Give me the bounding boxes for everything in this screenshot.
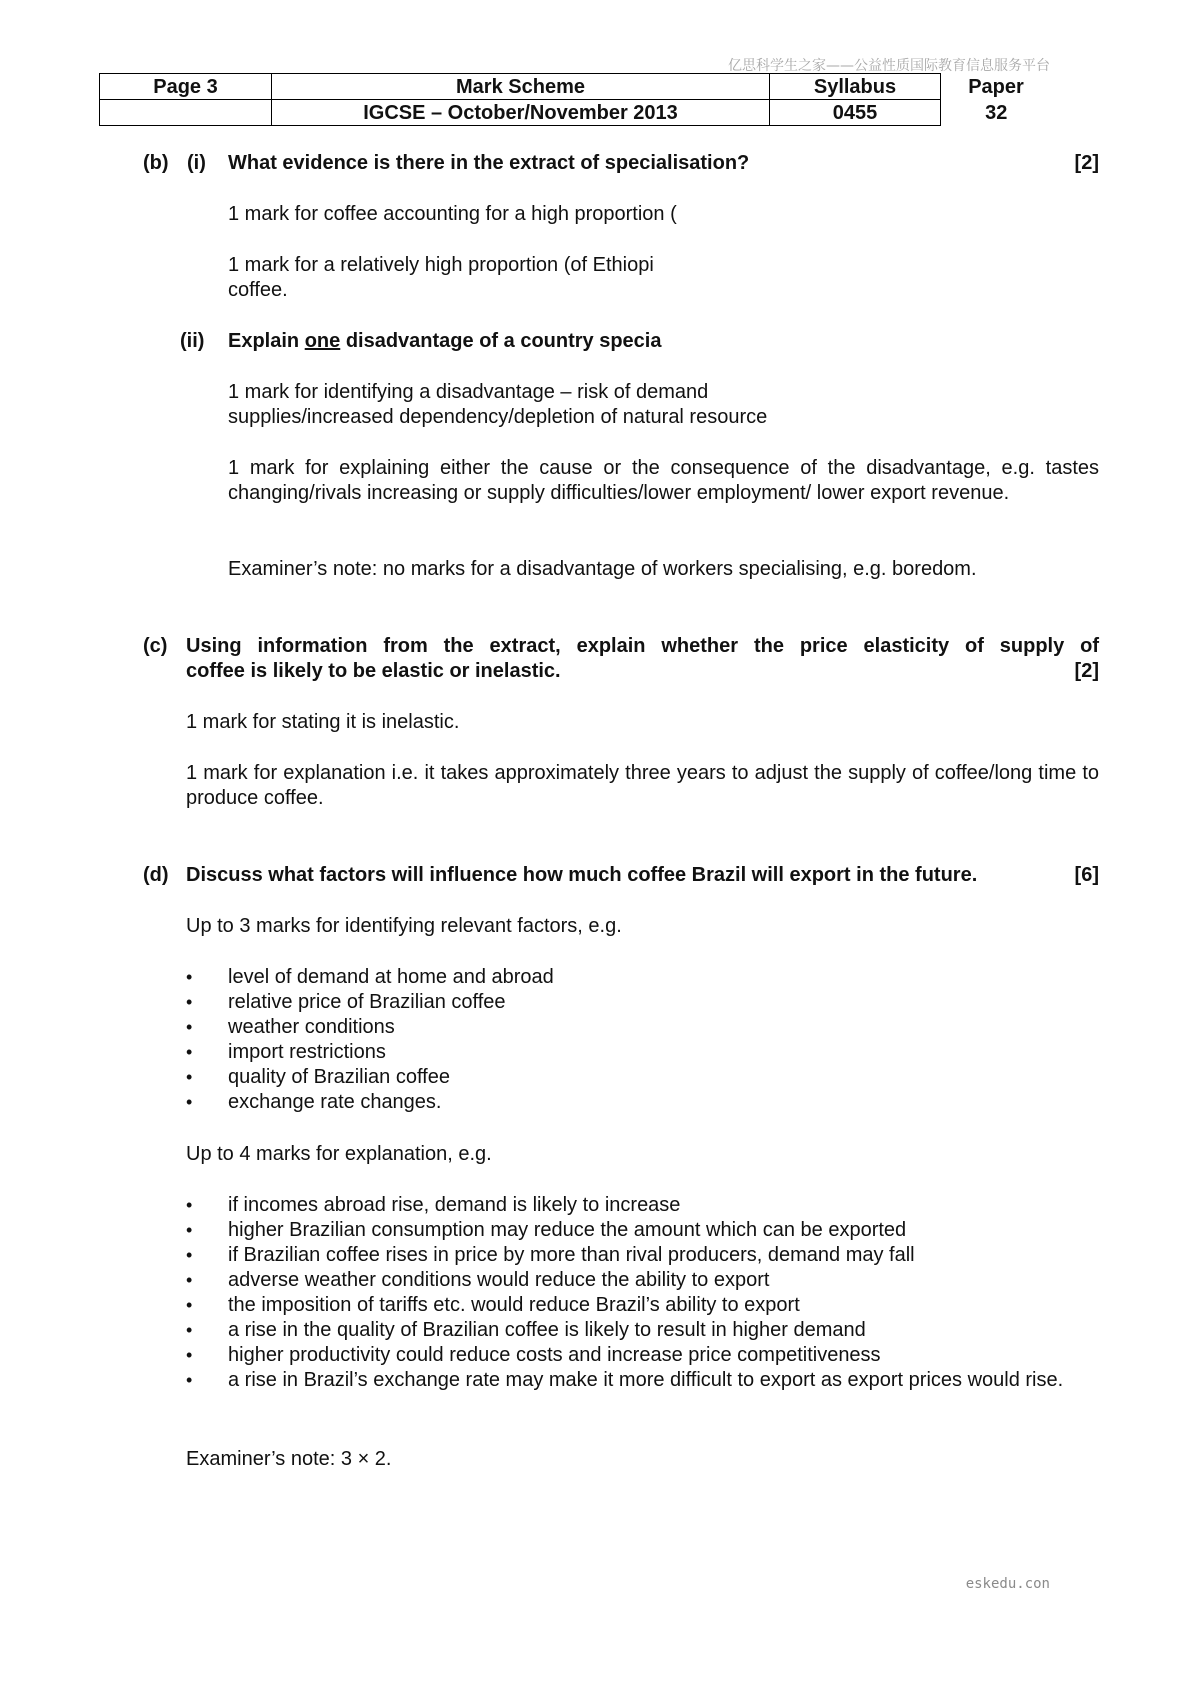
header-syllabus: Syllabus [770, 74, 941, 100]
part-ii-label: (ii) [180, 330, 205, 352]
list-item: • quality of Brazilian coffee [186, 1065, 1099, 1090]
header-empty-cell [100, 100, 272, 126]
part-ii-question-underlined: one [304, 330, 341, 352]
list-item: • level of demand at home and abroad [186, 965, 1099, 990]
section-c-mark-2: 1 mark for explanation i.e. it takes approximately three years to adjust the supply of coffee/long time to produce coffee. [186, 762, 1099, 809]
part-i-label: (i) [187, 152, 206, 174]
section-d-intro-explanations: Up to 4 marks for explanation, e.g. [186, 1143, 492, 1165]
section-c-question-line1: Using information from the extract, explain whether the price elasticity of supply of [186, 635, 1099, 657]
list-item: • import restrictions [186, 1040, 1099, 1065]
list-item: • if Brazilian coffee rises in price by more than rival producers, demand may fall [186, 1243, 1099, 1268]
factors-list [186, 965, 1099, 1115]
section-d-label: (d) [143, 864, 169, 886]
part-ii-examiner-note: Examiner’s note: no marks for a disadvantage of workers specialising, e.g. boredom. [228, 558, 977, 580]
part-ii-mark-1-line1: 1 mark for identifying a disadvantage – risk of demand [228, 381, 709, 403]
section-c-label: (c) [143, 635, 168, 657]
section-d-examiner-note: Examiner’s note: 3 × 2. [186, 1448, 392, 1470]
section-d-marks: [6] [1074, 864, 1099, 886]
section-c-question-line2: coffee is likely to be elastic or inelastic. [186, 660, 561, 682]
list-item: • relative price of Brazilian coffee [186, 990, 1099, 1015]
header-table [99, 73, 1052, 126]
part-i-mark-2-line1: 1 mark for a relatively high proportion (of Ethiopi [228, 254, 654, 276]
list-item: • a rise in the quality of Brazilian coffee is likely to result in higher demand [186, 1318, 1099, 1343]
list-item: • adverse weather conditions would reduce the ability to export [186, 1268, 1099, 1293]
part-i-marks: [2] [1074, 152, 1099, 174]
part-ii-mark-2: 1 mark for explaining either the cause or the consequence of the disadvantage, e.g. tastes changing/rivals increasing or supply difficulties/lower employment/ lower export revenue. [228, 457, 1099, 504]
header-row [100, 74, 1052, 100]
part-ii-question [228, 329, 661, 354]
header-paper-number: 32 [985, 101, 1008, 124]
watermark-top: 亿思科学生之家——公益性质国际教育信息服务平台 [728, 58, 1050, 74]
section-c-marks: [2] [1074, 660, 1099, 682]
section-d-question: Discuss what factors will influence how much coffee Brazil will export in the future. [186, 864, 978, 886]
list-item: • the imposition of tariffs etc. would reduce Brazil’s ability to export [186, 1293, 1099, 1318]
header-mark-scheme: Mark Scheme [272, 74, 770, 100]
header-syllabus-code: 0455 [770, 100, 941, 126]
part-i-question: What evidence is there in the extract of specialisation? [228, 152, 750, 174]
list-item: • higher Brazilian consumption may reduce the amount which can be exported [186, 1218, 1099, 1243]
part-i-mark-1: 1 mark for coffee accounting for a high proportion ( [228, 203, 677, 225]
part-ii-question-post: disadvantage of a country specia [340, 330, 662, 352]
list-item: • a rise in Brazil’s exchange rate may make it more difficult to export as export prices would rise. [186, 1368, 1099, 1393]
header-paper: Paper [968, 75, 1024, 98]
header-page: Page 3 [100, 74, 272, 100]
section-c-question-line2-row [186, 659, 1099, 684]
watermark-bottom: eskedu.con [965, 1576, 1050, 1592]
explanations-list [186, 1193, 1099, 1393]
part-ii-question-pre: Explain [228, 330, 305, 352]
list-item: • if incomes abroad rise, demand is likely to increase [186, 1193, 1099, 1218]
list-item: • weather conditions [186, 1015, 1099, 1040]
list-item: • higher productivity could reduce costs and increase price competitiveness [186, 1343, 1099, 1368]
list-item: • exchange rate changes. [186, 1090, 1099, 1115]
header-row [100, 100, 1052, 126]
part-i-mark-2-line2: coffee. [228, 279, 288, 301]
part-i-question-row [228, 151, 1099, 176]
section-d-question-row [186, 863, 1099, 888]
section-d-intro-factors: Up to 3 marks for identifying relevant factors, e.g. [186, 915, 622, 937]
header-exam-session: IGCSE – October/November 2013 [272, 100, 770, 126]
section-c-mark-1: 1 mark for stating it is inelastic. [186, 711, 460, 733]
section-b-label: (b) [143, 152, 169, 174]
part-ii-mark-1-line2: supplies/increased dependency/depletion of natural resource [228, 406, 768, 428]
